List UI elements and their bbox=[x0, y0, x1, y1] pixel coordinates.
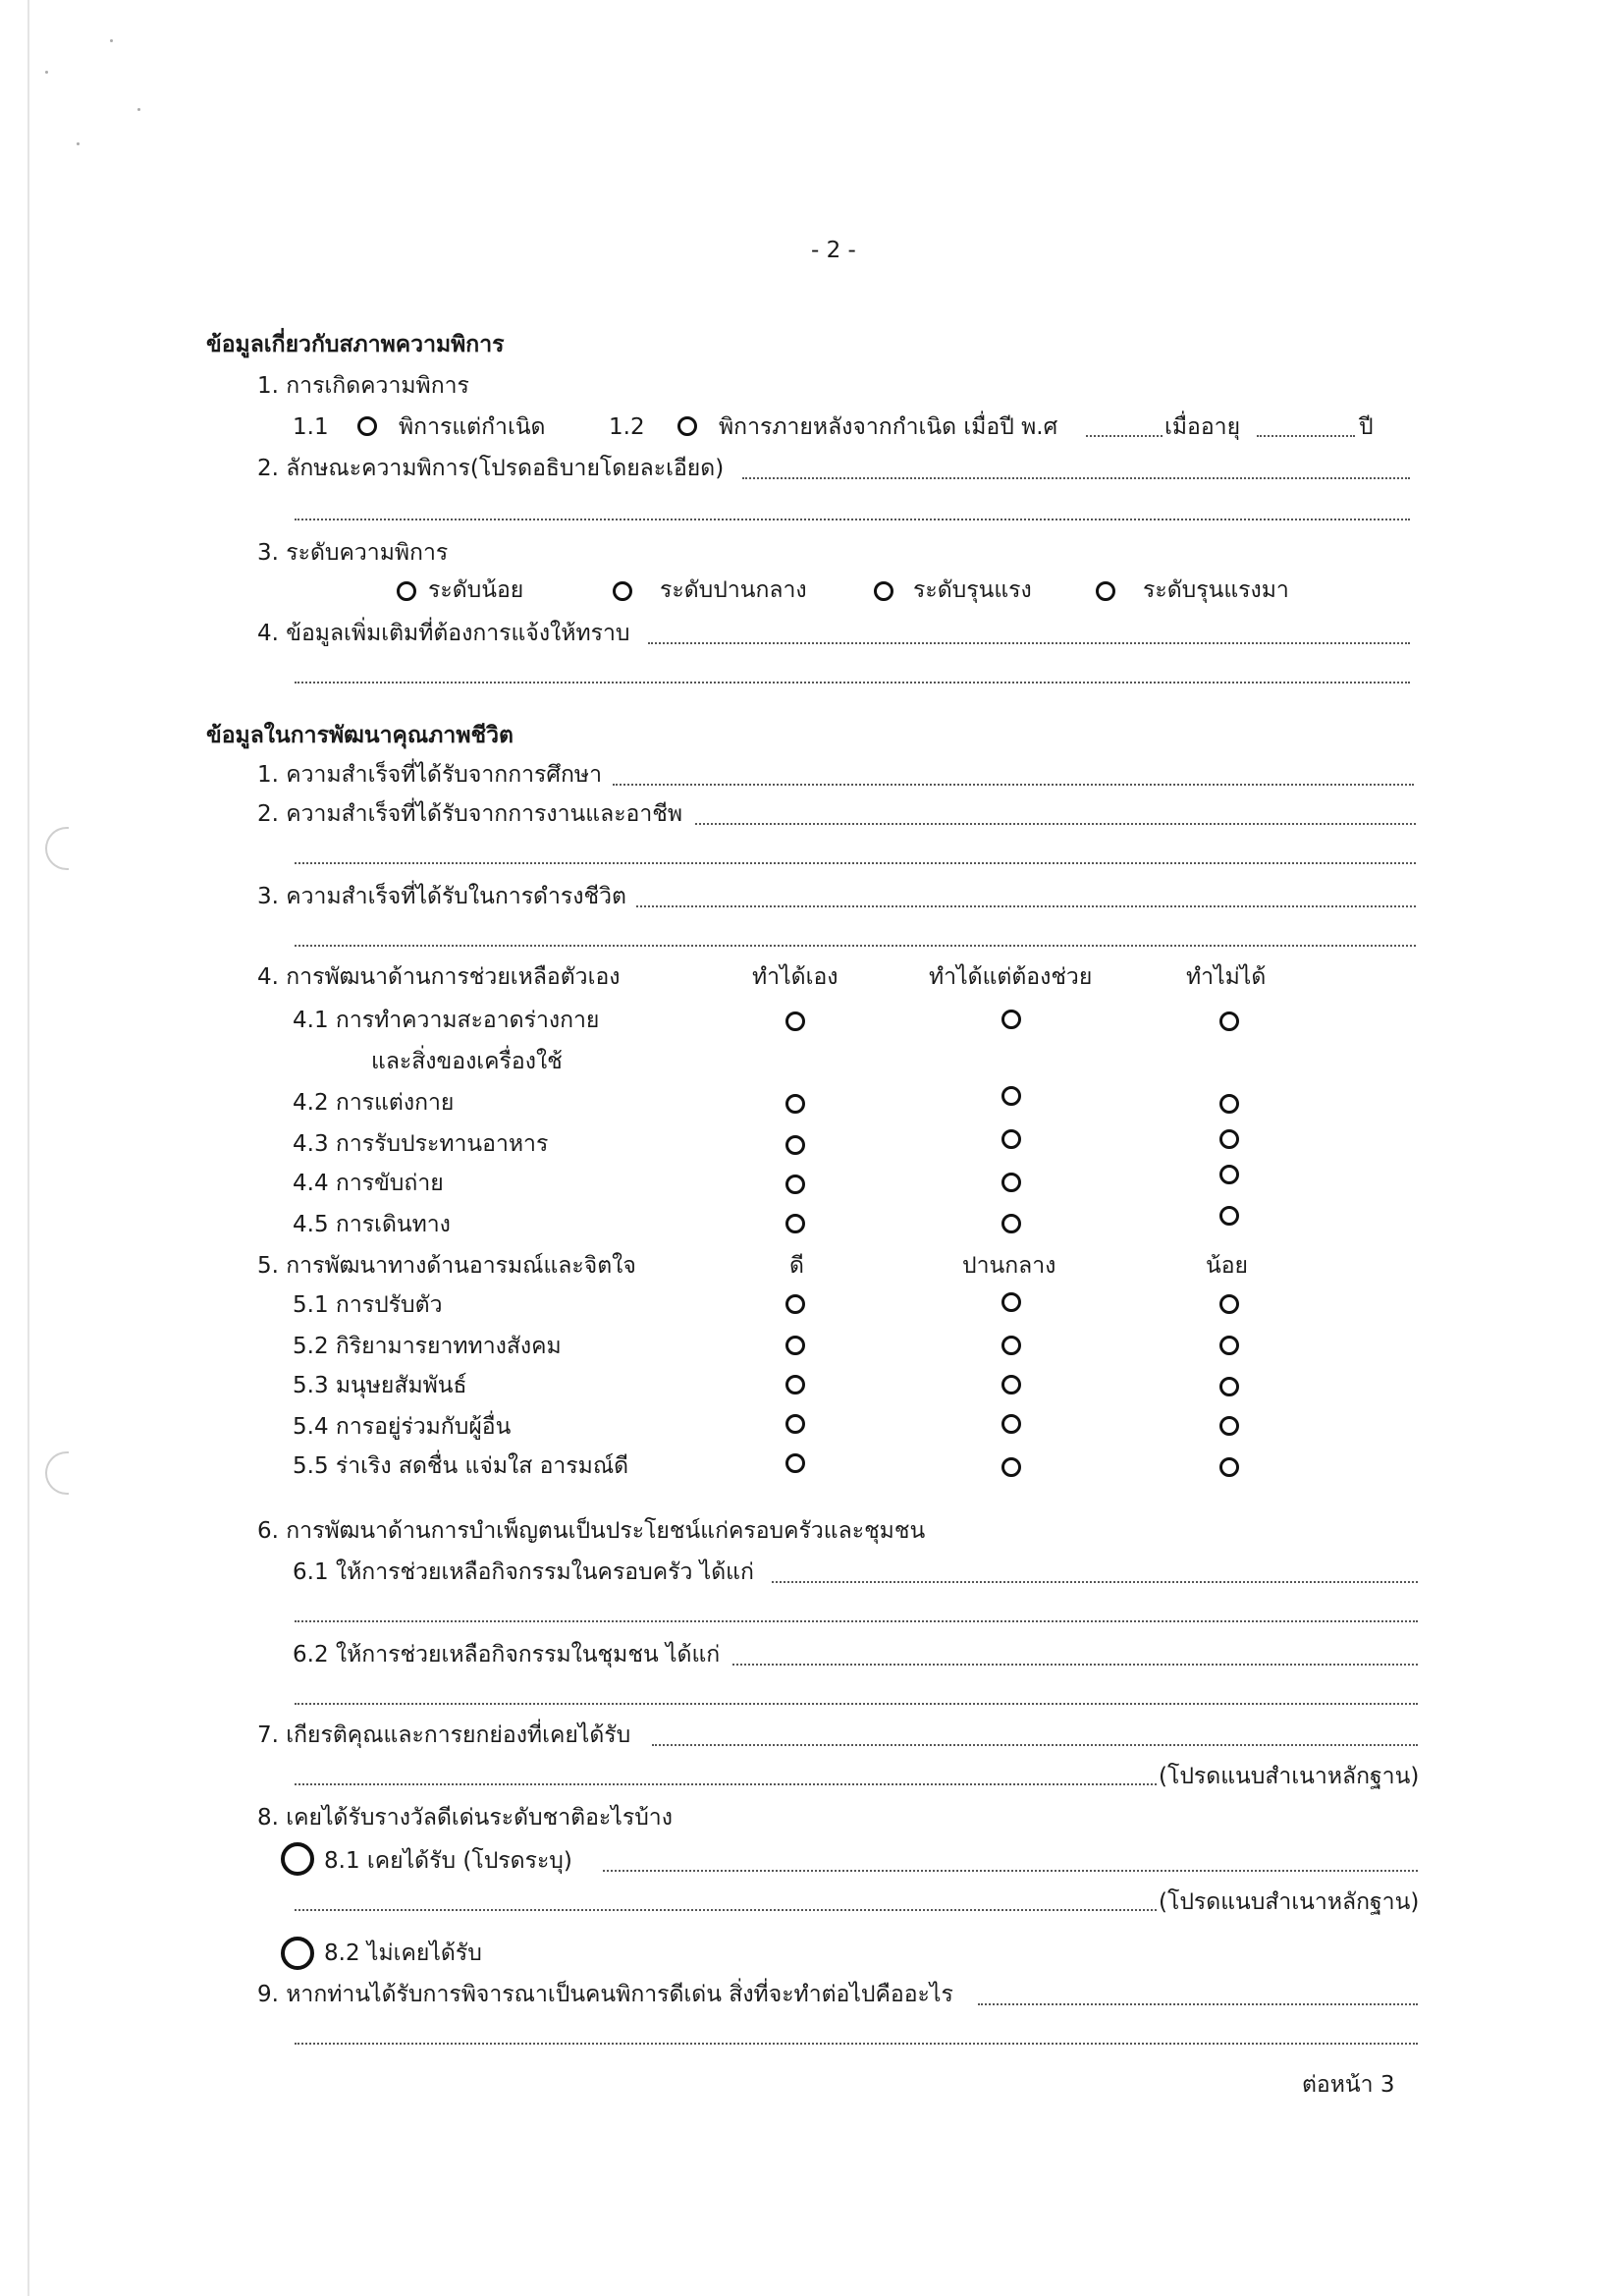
page-number: - 2 - bbox=[811, 238, 856, 263]
radio-4-4-with-help[interactable] bbox=[1001, 1173, 1021, 1192]
radio-8-1-received[interactable] bbox=[281, 1842, 314, 1876]
radio-5-4-low[interactable] bbox=[1219, 1416, 1239, 1436]
radio-5-3-good[interactable] bbox=[785, 1375, 805, 1394]
radio-4-4-cannot[interactable] bbox=[1219, 1165, 1239, 1184]
q6-1-family: 6.1 ให้การช่วยเหลือกิจกรรมในครอบครัว ได้แก่ bbox=[293, 1559, 754, 1585]
radio-5-5-good[interactable] bbox=[785, 1453, 805, 1473]
radio-5-4-good[interactable] bbox=[785, 1414, 805, 1434]
description-field[interactable] bbox=[742, 477, 1410, 479]
scan-speck bbox=[110, 39, 113, 42]
row-5-4: 5.4 การอยู่ร่วมกับผู้อื่น bbox=[293, 1414, 512, 1440]
additional-info-field[interactable] bbox=[648, 642, 1410, 644]
radio-4-5-self[interactable] bbox=[785, 1214, 805, 1233]
radio-4-5-cannot[interactable] bbox=[1219, 1206, 1239, 1226]
section-title-quality-of-life: ข้อมูลในการพัฒนาคุณภาพชีวิต bbox=[206, 723, 514, 748]
radio-5-2-low[interactable] bbox=[1219, 1336, 1239, 1355]
career-achievement-field-line-2[interactable] bbox=[295, 862, 1416, 864]
radio-4-2-with-help[interactable] bbox=[1001, 1086, 1021, 1106]
row-4-1-line-1: 4.1 การทำความสะอาดร่างกาย bbox=[293, 1008, 600, 1033]
q4-self-help: 4. การพัฒนาด้านการช่วยเหลือตัวเอง bbox=[257, 964, 621, 990]
scan-speck bbox=[77, 142, 80, 145]
row-5-3: 5.3 มนุษยสัมพันธ์ bbox=[293, 1373, 467, 1398]
community-activities-field[interactable] bbox=[732, 1664, 1418, 1666]
radio-5-1-moderate[interactable] bbox=[1001, 1292, 1021, 1312]
row-4-4: 4.4 การขับถ่าย bbox=[293, 1171, 444, 1196]
row-4-5: 4.5 การเดินทาง bbox=[293, 1212, 451, 1237]
radio-4-3-with-help[interactable] bbox=[1001, 1129, 1021, 1149]
q8-national-awards: 8. เคยได้รับรางวัลดีเด่นระดับชาติอะไรบ้าง bbox=[257, 1805, 673, 1831]
q8-1-received-label: 8.1 เคยได้รับ (โปรดระบุ) bbox=[324, 1848, 572, 1874]
row-5-2: 5.2 กิริยามารยาททางสังคม bbox=[293, 1334, 562, 1359]
q7-evidence-note: (โปรดแนบสำเนาหลักฐาน) bbox=[1159, 1764, 1420, 1789]
level-very-severe-label: ระดับรุนแรงมา bbox=[1143, 577, 1289, 603]
radio-4-5-with-help[interactable] bbox=[1001, 1214, 1021, 1233]
q3-living-achievement: 3. ความสำเร็จที่ได้รับในการดำรงชีวิต bbox=[257, 884, 626, 909]
q1-2-number: 1.2 bbox=[609, 414, 645, 440]
binder-hole-mark bbox=[45, 827, 69, 870]
radio-5-5-moderate[interactable] bbox=[1001, 1457, 1021, 1477]
row-5-1: 5.1 การปรับตัว bbox=[293, 1292, 443, 1318]
q7-honors: 7. เกียรติคุณและการยกย่องที่เคยได้รับ bbox=[257, 1722, 631, 1748]
career-achievement-field[interactable] bbox=[695, 823, 1416, 825]
scan-speck bbox=[45, 71, 48, 74]
q1-2-label: พิการภายหลังจากกำเนิด เมื่อปี พ.ศ bbox=[719, 414, 1058, 440]
age-field[interactable] bbox=[1257, 435, 1355, 437]
family-activities-field-line-2[interactable] bbox=[295, 1620, 1418, 1622]
q1-2-unit: ปี bbox=[1359, 414, 1374, 440]
living-achievement-field-line-2[interactable] bbox=[295, 945, 1416, 947]
radio-4-2-self[interactable] bbox=[785, 1094, 805, 1114]
family-activities-field[interactable] bbox=[772, 1581, 1418, 1583]
radio-level-severe[interactable] bbox=[874, 581, 893, 601]
radio-4-2-cannot[interactable] bbox=[1219, 1094, 1239, 1114]
radio-5-4-moderate[interactable] bbox=[1001, 1414, 1021, 1434]
radio-4-1-with-help[interactable] bbox=[1001, 1010, 1021, 1029]
radio-level-mild[interactable] bbox=[397, 581, 416, 601]
q1-disability-origin: 1. การเกิดความพิการ bbox=[257, 373, 469, 399]
row-4-2: 4.2 การแต่งกาย bbox=[293, 1090, 455, 1116]
future-plan-field[interactable] bbox=[978, 2003, 1418, 2005]
q9-future-plan: 9. หากท่านได้รับการพิจารณาเป็นคนพิการดีเด่น สิ่งที่จะทำต่อไปคืออะไร bbox=[257, 1982, 953, 2007]
q8-evidence-note: (โปรดแนบสำเนาหลักฐาน) bbox=[1159, 1889, 1420, 1915]
radio-5-2-good[interactable] bbox=[785, 1336, 805, 1355]
description-field-line-2[interactable] bbox=[295, 519, 1410, 520]
row-4-1-line-2: และสิ่งของเครื่องใช้ bbox=[371, 1049, 563, 1074]
level-moderate-label: ระดับปานกลาง bbox=[660, 577, 807, 603]
q3-disability-level: 3. ระดับความพิการ bbox=[257, 540, 449, 566]
future-plan-field-line-2[interactable] bbox=[295, 2043, 1418, 2045]
q1-1-label: พิการแต่กำเนิด bbox=[399, 414, 546, 440]
radio-5-2-moderate[interactable] bbox=[1001, 1336, 1021, 1355]
q1-education-achievement: 1. ความสำเร็จที่ได้รับจากการศึกษา bbox=[257, 762, 603, 788]
awards-field-line-2[interactable] bbox=[295, 1909, 1157, 1911]
living-achievement-field[interactable] bbox=[636, 905, 1416, 907]
honors-field[interactable] bbox=[652, 1744, 1418, 1746]
col-moderate: ปานกลาง bbox=[962, 1253, 1056, 1279]
q1-2-age-label: เมื่ออายุ bbox=[1164, 414, 1241, 440]
education-achievement-field[interactable] bbox=[613, 784, 1414, 786]
scan-speck bbox=[137, 108, 140, 111]
q5-emotional: 5. การพัฒนาทางด้านอารมณ์และจิตใจ bbox=[257, 1253, 636, 1279]
q2-disability-description: 2. ลักษณะความพิการ(โปรดอธิบายโดยละเอียด) bbox=[257, 456, 725, 481]
community-activities-field-line-2[interactable] bbox=[295, 1703, 1418, 1705]
radio-8-2-not-received[interactable] bbox=[281, 1937, 314, 1970]
scan-edge-shadow bbox=[27, 0, 29, 2296]
radio-4-4-self[interactable] bbox=[785, 1175, 805, 1194]
radio-4-1-cannot[interactable] bbox=[1219, 1011, 1239, 1031]
radio-5-3-low[interactable] bbox=[1219, 1377, 1239, 1396]
radio-5-1-good[interactable] bbox=[785, 1294, 805, 1314]
radio-4-3-self[interactable] bbox=[785, 1135, 805, 1155]
level-mild-label: ระดับน้อย bbox=[428, 577, 524, 603]
radio-5-3-moderate[interactable] bbox=[1001, 1375, 1021, 1394]
q1-1-number: 1.1 bbox=[293, 414, 329, 440]
col-good: ดี bbox=[789, 1253, 804, 1279]
q8-2-not-received-label: 8.2 ไม่เคยได้รับ bbox=[324, 1941, 482, 1966]
level-severe-label: ระดับรุนแรง bbox=[913, 577, 1032, 603]
q2-career-achievement: 2. ความสำเร็จที่ได้รับจากการงานและอาชีพ bbox=[257, 801, 683, 827]
section-title-disability: ข้อมูลเกี่ยวกับสภาพความพิการ bbox=[206, 332, 505, 357]
col-cannot: ทำไม่ได้ bbox=[1186, 964, 1267, 990]
year-field[interactable] bbox=[1086, 435, 1163, 437]
radio-level-moderate[interactable] bbox=[613, 581, 632, 601]
binder-hole-mark bbox=[45, 1451, 69, 1495]
row-5-5: 5.5 ร่าเริง สดชื่น แจ่มใส อารมณ์ดี bbox=[293, 1453, 629, 1479]
col-low: น้อย bbox=[1206, 1253, 1249, 1279]
col-with-help: ทำได้แต่ต้องช่วย bbox=[929, 964, 1093, 990]
continued-next-page: ต่อหน้า 3 bbox=[1302, 2072, 1395, 2098]
radio-congenital[interactable] bbox=[357, 416, 377, 436]
q6-community-service: 6. การพัฒนาด้านการบำเพ็ญตนเป็นประโยชน์แก่ครอบครัวและชุมชน bbox=[257, 1518, 926, 1544]
q6-2-community: 6.2 ให้การช่วยเหลือกิจกรรมในชุมชน ได้แก่ bbox=[293, 1642, 721, 1667]
radio-acquired[interactable] bbox=[677, 416, 697, 436]
radio-5-5-low[interactable] bbox=[1219, 1457, 1239, 1477]
additional-info-field-line-2[interactable] bbox=[295, 682, 1410, 683]
row-4-3: 4.3 การรับประทานอาหาร bbox=[293, 1131, 549, 1157]
radio-4-1-self[interactable] bbox=[785, 1011, 805, 1031]
radio-5-1-low[interactable] bbox=[1219, 1294, 1239, 1314]
radio-4-3-cannot[interactable] bbox=[1219, 1129, 1239, 1149]
honors-field-line-2[interactable] bbox=[295, 1783, 1157, 1785]
radio-level-very-severe[interactable] bbox=[1096, 581, 1115, 601]
q4-additional-info: 4. ข้อมูลเพิ่มเติมที่ต้องการแจ้งให้ทราบ bbox=[257, 621, 630, 646]
awards-field[interactable] bbox=[603, 1870, 1418, 1872]
col-self: ทำได้เอง bbox=[752, 964, 839, 990]
